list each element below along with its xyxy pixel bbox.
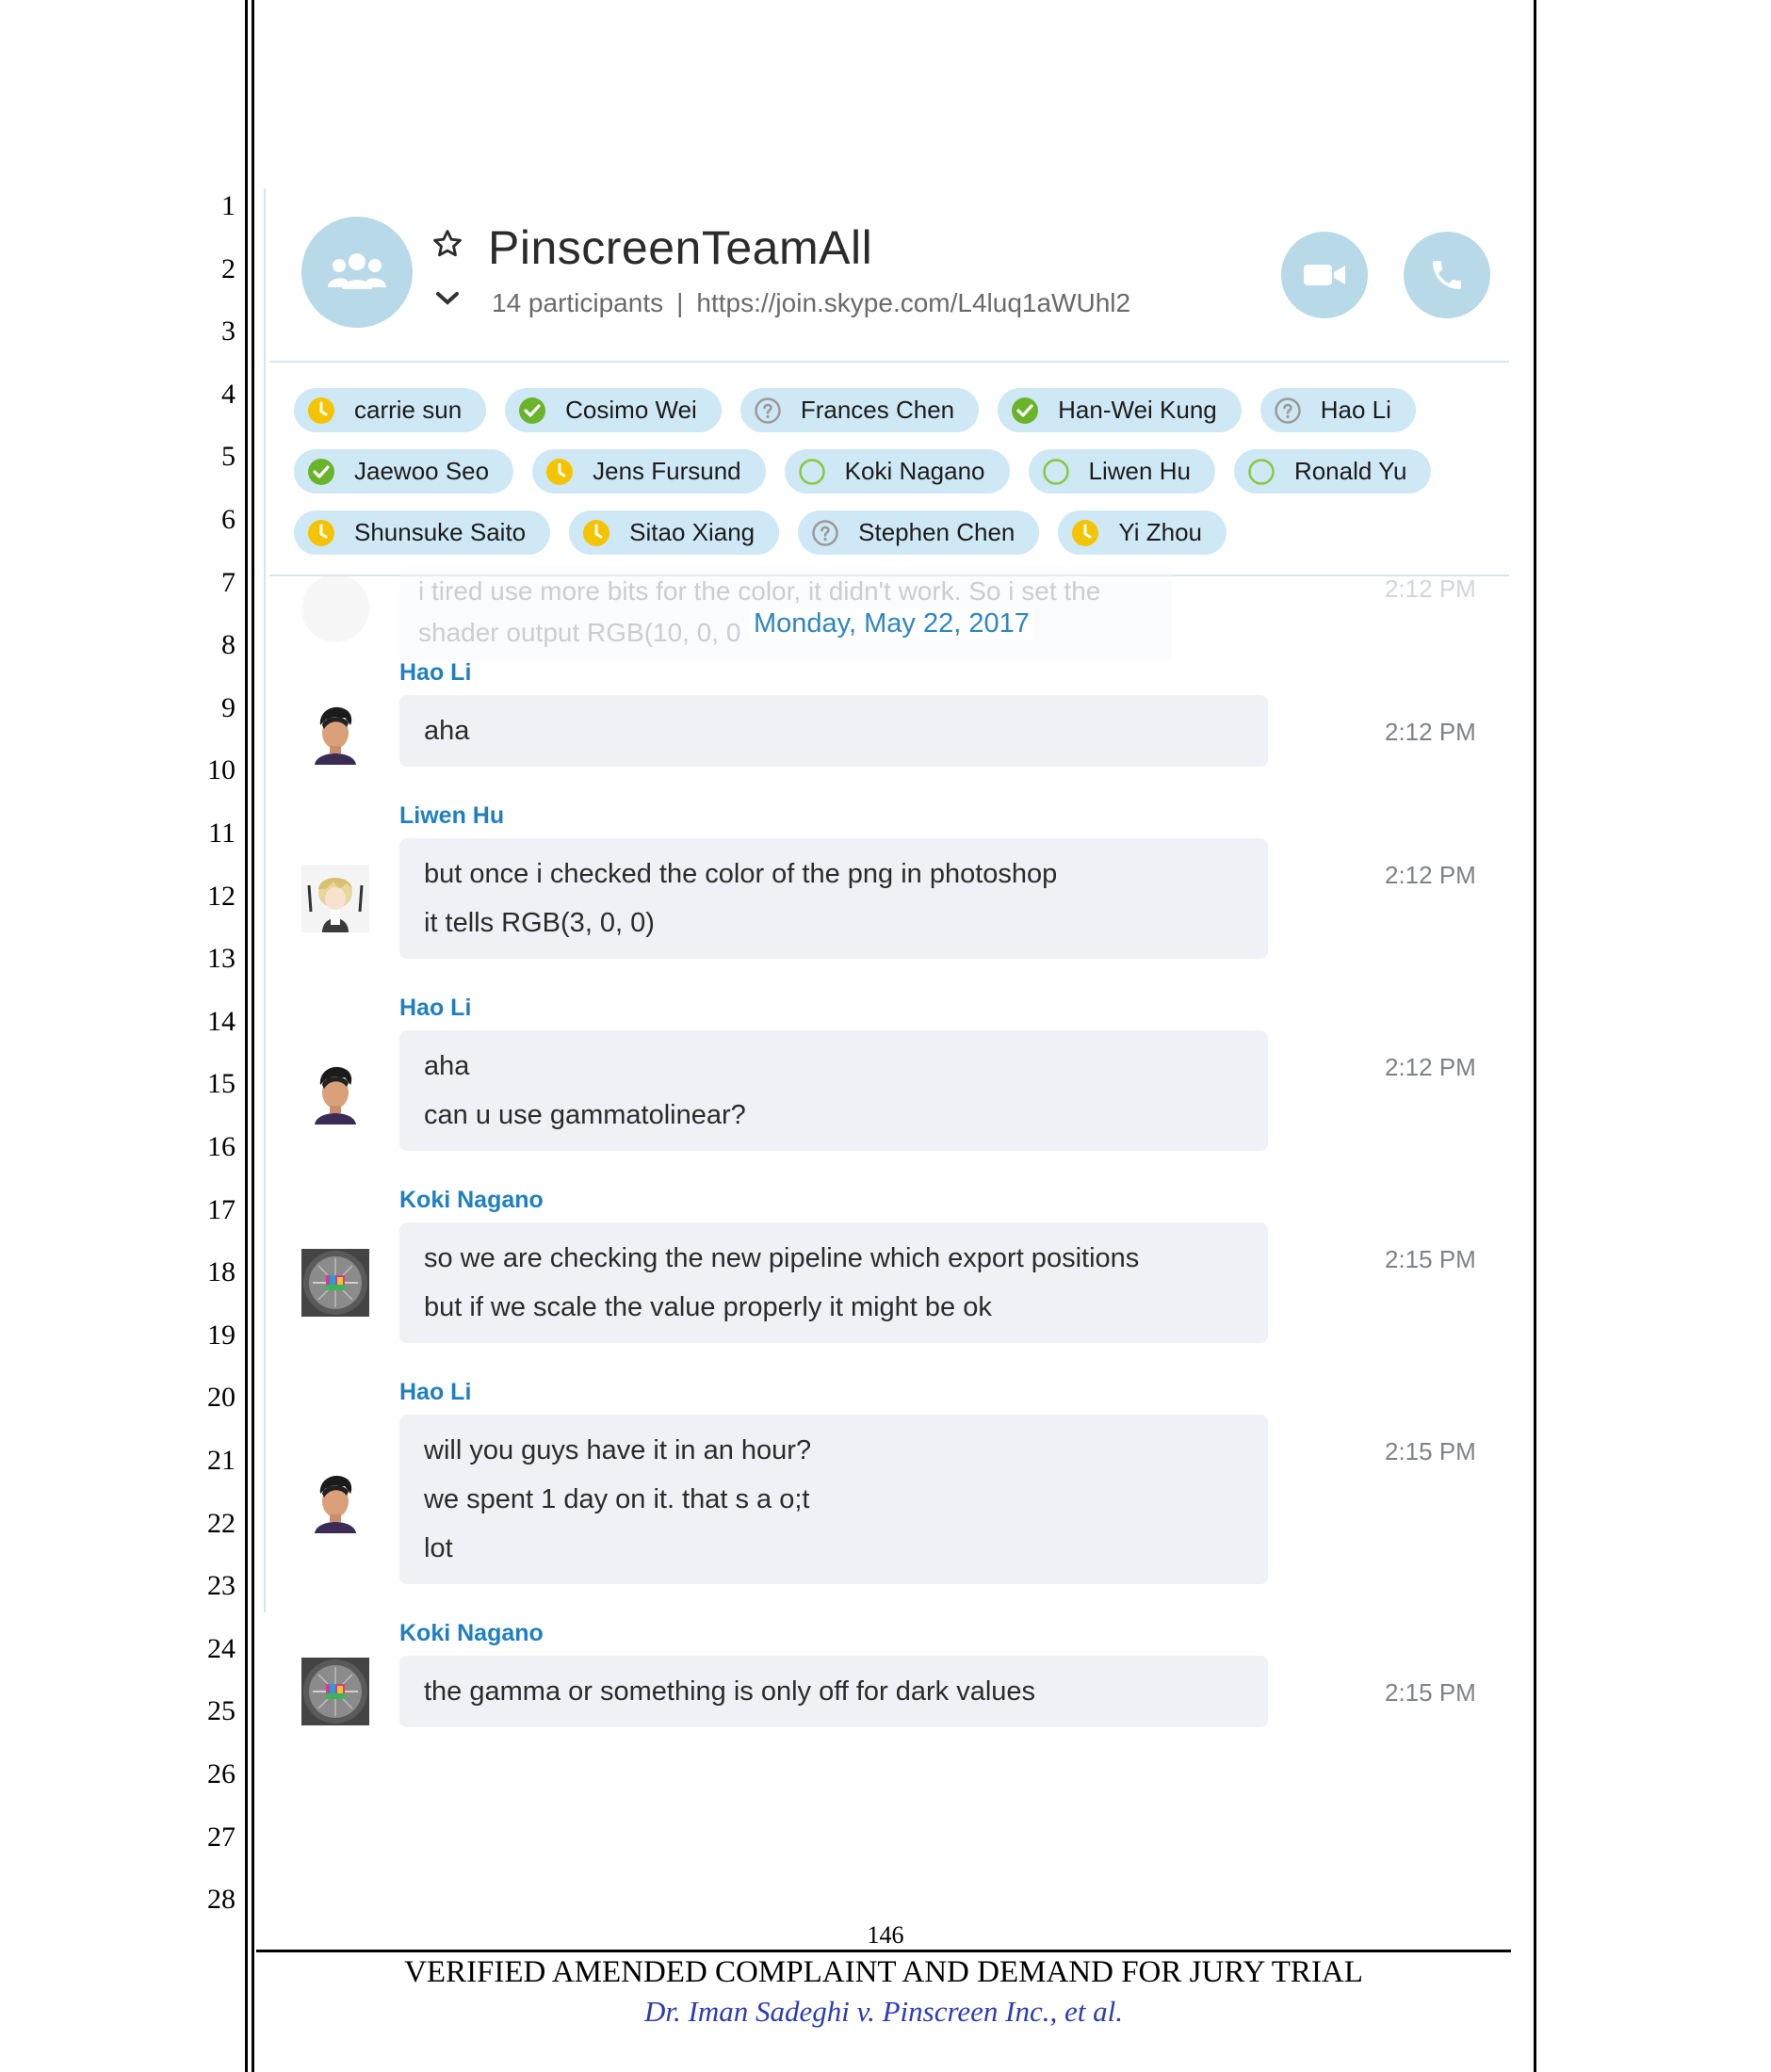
- document-title: VERIFIED AMENDED COMPLAINT AND DEMAND FOR JURY TRIAL: [404, 1955, 1363, 1989]
- group-avatar[interactable]: [301, 217, 413, 328]
- line-number: 25: [207, 1695, 236, 1727]
- scrolled-line: i tired use more bits for the color, it didn't work. So i set the: [418, 576, 1101, 606]
- message-sender[interactable]: Hao Li: [399, 1379, 472, 1405]
- avatar[interactable]: [301, 1057, 369, 1125]
- line-number: 16: [207, 1131, 236, 1162]
- audio-call-button[interactable]: [1404, 232, 1490, 318]
- away-status-icon: [307, 519, 335, 547]
- chevron-down-icon[interactable]: [435, 290, 460, 307]
- line-number: 4: [221, 378, 236, 410]
- message-bubble[interactable]: [399, 1030, 1268, 1151]
- phone-icon: [1428, 256, 1466, 294]
- line-number: 8: [221, 629, 236, 661]
- message-text: can u use gammatolinear?: [424, 1100, 746, 1130]
- participant-name: Hao Li: [1320, 396, 1391, 424]
- participant-chip[interactable]: [294, 510, 550, 555]
- scrolled-line: shader output RGB(10, 0, 0: [418, 618, 741, 647]
- unknown-status-icon: [811, 519, 839, 547]
- participant-chips: [294, 388, 1462, 572]
- avatar[interactable]: [301, 1249, 369, 1317]
- online-status-icon: [518, 397, 546, 425]
- person-photo-icon: [301, 1465, 369, 1533]
- participant-chip[interactable]: [1029, 449, 1215, 494]
- participant-name: Sitao Xiang: [629, 518, 756, 546]
- anime-avatar-icon: [301, 865, 369, 932]
- unknown-status-icon: [1274, 397, 1302, 425]
- participant-name: Jens Fursund: [593, 457, 741, 485]
- message-sender[interactable]: Koki Nagano: [399, 1187, 544, 1213]
- line-number: 9: [221, 691, 236, 723]
- line-number: 2: [221, 252, 236, 284]
- scrolled-message-time: 2:12 PM: [1385, 575, 1476, 603]
- person-photo-icon: [301, 697, 369, 765]
- participant-name: Ronald Yu: [1293, 457, 1407, 485]
- avatar[interactable]: [301, 1465, 369, 1533]
- message-time: 2:15 PM: [1385, 1245, 1476, 1273]
- chat-title: PinscreenTeamAll: [488, 221, 873, 274]
- participant-chip[interactable]: [1260, 388, 1416, 432]
- message-text: lot: [424, 1533, 453, 1563]
- online-status-icon: [1011, 397, 1039, 425]
- participant-name: Frances Chen: [800, 396, 955, 424]
- message-text: it tells RGB(3, 0, 0): [424, 908, 655, 938]
- participant-name: Koki Nagano: [844, 457, 985, 485]
- chat-subtitle: [492, 288, 1130, 318]
- participant-chip[interactable]: [998, 388, 1242, 432]
- chip-row: [294, 449, 1462, 494]
- participant-chip[interactable]: [1234, 449, 1432, 494]
- message-text: the gamma or something is only off for dark values: [424, 1676, 1036, 1707]
- line-number: 22: [207, 1507, 236, 1539]
- away-status-icon: [1071, 519, 1099, 547]
- message-time: 2:12 PM: [1385, 1053, 1476, 1081]
- line-number: 28: [207, 1884, 236, 1916]
- line-number: 18: [207, 1256, 236, 1288]
- line-number: 3: [221, 316, 236, 348]
- participant-name: Jaewoo Seo: [354, 457, 490, 485]
- avatar[interactable]: [301, 1658, 369, 1725]
- line-number: 12: [207, 880, 236, 912]
- message-time: 2:12 PM: [1385, 718, 1476, 746]
- line-number: 15: [207, 1068, 236, 1100]
- message-time: 2:15 PM: [1385, 1678, 1476, 1707]
- message-text: will you guys have it in an hour?: [424, 1435, 812, 1465]
- online-status-icon: [307, 458, 335, 486]
- message-sender[interactable]: Hao Li: [399, 995, 472, 1021]
- offline-status-icon: [1042, 458, 1070, 486]
- person-photo-icon: [301, 1057, 369, 1125]
- line-number: 5: [221, 441, 236, 473]
- line-number: 14: [207, 1005, 236, 1037]
- video-camera-icon: [1302, 261, 1347, 289]
- participant-count[interactable]: 14 participants: [492, 288, 664, 317]
- message-text: we spent 1 day on it. that s a o;t: [424, 1484, 810, 1514]
- offline-status-icon: [1247, 458, 1275, 486]
- star-icon[interactable]: [431, 228, 463, 260]
- away-status-icon: [545, 458, 574, 486]
- participant-chip[interactable]: [569, 510, 779, 555]
- panorama-avatar-icon: [301, 1658, 369, 1725]
- participant-chip[interactable]: [798, 510, 1039, 555]
- avatar[interactable]: [301, 697, 369, 765]
- left-border-inner: [252, 0, 254, 2072]
- participant-name: Liwen Hu: [1088, 457, 1191, 485]
- away-status-icon: [582, 519, 610, 547]
- right-border: [1534, 0, 1536, 2072]
- message-sender[interactable]: Koki Nagano: [399, 1620, 544, 1646]
- join-link[interactable]: https://join.skype.com/L4luq1aWUhl2: [696, 288, 1131, 317]
- line-number: 24: [207, 1632, 236, 1664]
- case-caption: Dr. Iman Sadeghi v. Pinscreen Inc., et al.: [644, 1995, 1123, 2028]
- line-number: 20: [207, 1382, 236, 1414]
- away-status-icon: [307, 397, 335, 425]
- page-number: 146: [867, 1921, 904, 1949]
- participant-name: Stephen Chen: [858, 518, 1015, 546]
- participant-chip[interactable]: [294, 449, 513, 494]
- message-text: aha: [424, 1051, 470, 1081]
- date-divider: Monday, May 22, 2017: [750, 608, 1033, 639]
- line-number: 10: [207, 754, 236, 786]
- line-number: 11: [208, 817, 236, 849]
- participant-chip[interactable]: [532, 449, 766, 494]
- message-text: but if we scale the value properly it might be ok: [424, 1292, 992, 1322]
- participant-name: carrie sun: [354, 396, 463, 424]
- message-time: 2:12 PM: [1385, 861, 1476, 889]
- message-bubble[interactable]: [399, 1415, 1268, 1584]
- message-bubble[interactable]: [399, 1222, 1268, 1343]
- message-bubble[interactable]: [399, 838, 1268, 959]
- message-text: aha: [424, 716, 470, 746]
- participant-chip[interactable]: [740, 388, 979, 432]
- participant-chip[interactable]: [294, 388, 486, 432]
- participant-name: Shunsuke Saito: [354, 518, 527, 546]
- participant-chip[interactable]: [505, 388, 722, 432]
- line-number: 23: [207, 1570, 236, 1602]
- skype-chat-screenshot: [264, 188, 1509, 1707]
- line-number: 6: [221, 504, 236, 535]
- participant-chip[interactable]: [1058, 510, 1227, 555]
- participant-chip[interactable]: [785, 449, 1010, 494]
- chip-row: [294, 510, 1462, 555]
- participant-name: Cosimo Wei: [565, 396, 697, 424]
- avatar[interactable]: [301, 865, 369, 932]
- message-text: so we are checking the new pipeline which export positions: [424, 1243, 1140, 1273]
- group-icon: [327, 251, 387, 293]
- line-number: 26: [207, 1758, 236, 1789]
- line-number: 1: [221, 190, 236, 221]
- line-number: 13: [207, 943, 236, 975]
- line-number: 27: [207, 1821, 236, 1853]
- message-bubble[interactable]: [399, 1656, 1268, 1727]
- chip-row: [294, 388, 1462, 432]
- line-number: 21: [207, 1445, 236, 1476]
- avatar: [301, 575, 369, 642]
- line-number: 17: [207, 1193, 236, 1225]
- message-sender[interactable]: Hao Li: [399, 659, 472, 686]
- unknown-status-icon: [754, 397, 782, 425]
- separator: |: [676, 288, 684, 317]
- message-text: but once i checked the color of the png in photoshop: [424, 859, 1058, 889]
- participant-name: Han-Wei Kung: [1058, 396, 1217, 424]
- message-bubble[interactable]: [399, 695, 1268, 767]
- message-sender[interactable]: Liwen Hu: [399, 802, 505, 829]
- participant-name: Yi Zhou: [1118, 518, 1203, 546]
- left-border-outer: [245, 0, 248, 2072]
- line-number: 7: [221, 566, 236, 598]
- panorama-avatar-icon: [301, 1249, 369, 1317]
- header-divider: [269, 361, 1509, 363]
- offline-status-icon: [798, 458, 826, 486]
- message-time: 2:15 PM: [1385, 1437, 1476, 1465]
- footer-rule: [256, 1950, 1511, 1952]
- line-number: 19: [207, 1319, 236, 1351]
- video-call-button[interactable]: [1281, 232, 1368, 318]
